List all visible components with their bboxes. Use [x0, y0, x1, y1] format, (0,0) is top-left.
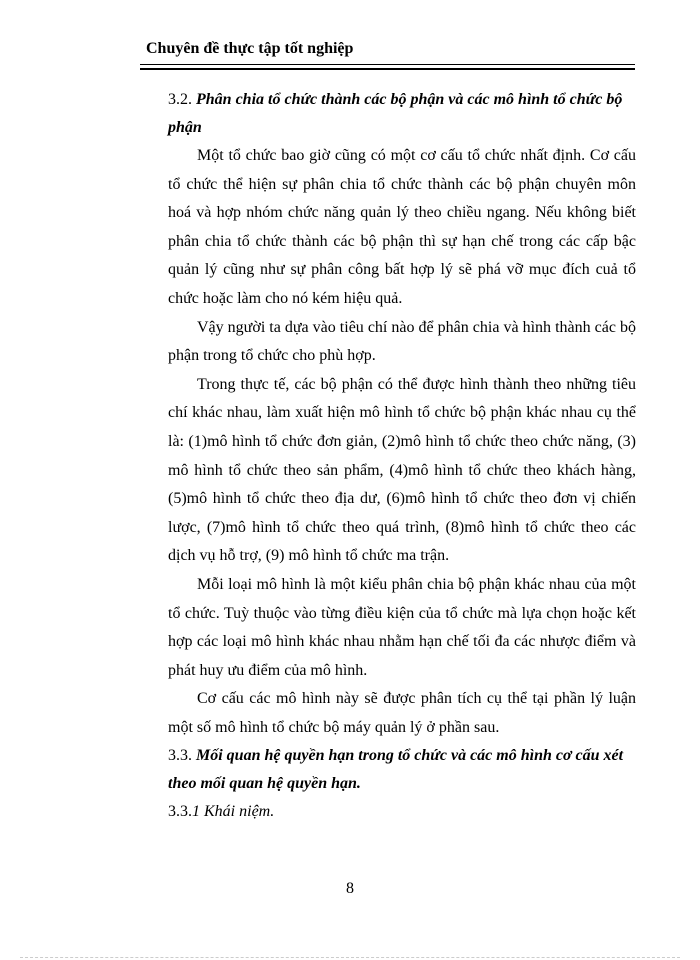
- page-content: [168, 86, 636, 826]
- paragraph: Trong thực tế, các bộ phận có thể được hình thành theo những tiêu chí khác nhau, làm xuất hiện mô hình tổ chức bộ phận khác nhau cụ thể là: (1)mô hình tổ chức đơn giản, (2)mô hình tổ chức theo chức năng, (3) mô hình tổ chức theo sản phẩm, (4)mô hình tổ chức theo khách hàng, (5)mô hình tổ chức theo địa dư, (6)mô hình tổ chức theo đơn vị chiến lược, (7)mô hình tổ chức theo quá trình, (8)mô hình tổ chức theo các dịch vụ hỗ trợ, (9) mô hình tổ chức ma trận.: [168, 375, 636, 565]
- section-3-2-title: Phân chia tổ chức thành các bộ phận và các mô hình tổ chức bộ phận: [168, 91, 623, 136]
- header-rule-bottom: [140, 68, 635, 70]
- page-bottom-divider: [20, 957, 680, 958]
- section-3-3-1-number: 3.3.: [168, 803, 192, 821]
- section-3-3-title: Mối quan hệ quyền hạn trong tổ chức và các mô hình cơ cấu xét theo mối quan hệ quyền hạn.: [168, 747, 624, 793]
- header-rule-top: [140, 64, 635, 65]
- section-3-3-heading: [168, 742, 636, 798]
- section-3-3-1-title: 1 Khái niệm.: [192, 803, 275, 821]
- paragraph: Vậy người ta dựa vào tiêu chí nào để phân chia và hình thành các bộ phận trong tổ chức cho phù hợp.: [168, 318, 636, 365]
- section-3-3-number: 3.3.: [168, 747, 192, 765]
- paragraph: Mỗi loại mô hình là một kiểu phân chia bộ phận khác nhau của một tổ chức. Tuỳ thuộc vào từng điều kiện của tổ chức mà lựa chọn hoặc kết hợp các loại mô hình khác nhau nhằm hạn chế tối đa các nhược điểm và phát huy ưu điểm của mô hình.: [168, 575, 636, 679]
- section-3-2-number: 3.2.: [168, 91, 192, 108]
- section-3-3-1-heading: [168, 798, 636, 826]
- paragraph: Một tổ chức bao giờ cũng có một cơ cấu tổ chức nhất định. Cơ cấu tổ chức thể hiện sự phân chia tổ chức thành các bộ phận chuyên môn hoá và hợp nhóm chức năng quản lý theo chiều ngang. Nếu không biết phân chia tổ chức thành các bộ phận thì sự hạn chế trong các cấp bậc quản lý cũng như sự phân công bất hợp lý sẽ phá vỡ mục đích cuả tổ chức hoặc làm cho nó kém hiệu quả.: [168, 147, 636, 307]
- paragraph: Cơ cấu các mô hình này sẽ được phân tích cụ thể tại phần lý luận một số mô hình tổ chức bộ máy quản lý ở phần sau.: [168, 690, 636, 736]
- page-number: 8: [346, 880, 354, 897]
- section-3-2-heading: [168, 86, 636, 142]
- document-header: Chuyên đề thực tập tốt nghiệp: [146, 40, 354, 57]
